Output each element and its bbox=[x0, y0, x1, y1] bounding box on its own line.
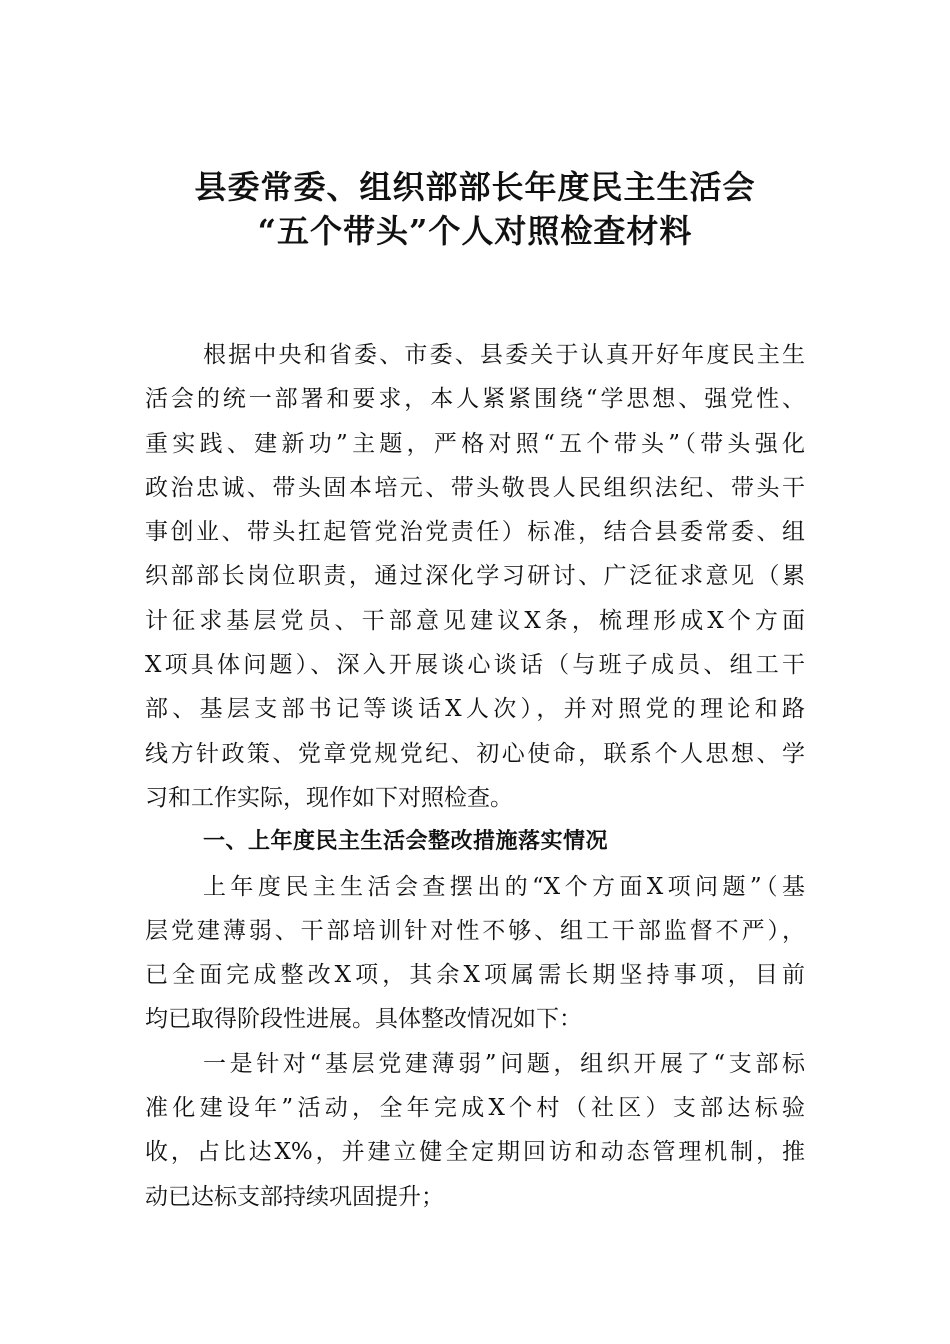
paragraph bbox=[145, 865, 805, 1042]
paragraph-line: 准化建设年”活动，全年完成X个村（社区）支部达标验 bbox=[145, 1095, 805, 1122]
paragraph-line: 政治忠诚、带头固本培元、带头敬畏人民组织法纪、带头干 bbox=[145, 474, 805, 501]
paragraph-line: 根据中央和省委、市委、县委关于认真开好年度民主生 bbox=[203, 342, 805, 368]
paragraph-line: 上年度民主生活会查摆出的“X个方面X项问题”（基 bbox=[203, 873, 805, 900]
paragraph-line: 线方针政策、党章党规党纪、初心使命，联系个人思想、学 bbox=[145, 740, 805, 767]
paragraph-line: 收，占比达X%，并建立健全定期回访和动态管理机制，推 bbox=[145, 1139, 805, 1166]
paragraph bbox=[145, 1042, 805, 1219]
paragraph-line: 事创业、带头扛起管党治党责任）标准，结合县委常委、组 bbox=[145, 519, 805, 546]
paragraph bbox=[145, 333, 805, 820]
section-heading bbox=[145, 820, 805, 864]
paragraph-line: 均已取得阶段性进展。具体整改情况如下： bbox=[145, 1006, 582, 1033]
document-body bbox=[145, 333, 805, 1219]
paragraph-line: 织部部长岗位职责，通过深化学习研讨、广泛征求意见（累 bbox=[145, 563, 805, 590]
paragraph-line: 活会的统一部署和要求，本人紧紧围绕“学思想、强党性、 bbox=[145, 386, 805, 413]
paragraph-line: 重实践、建新功”主题，严格对照“五个带头”（带头强化 bbox=[145, 430, 805, 457]
paragraph-line: X项具体问题）、深入开展谈心谈话（与班子成员、组工干 bbox=[145, 652, 805, 679]
document-title-line-2: “五个带头”个人对照检查材料 bbox=[257, 212, 693, 250]
paragraph-line: 已全面完成整改X项，其余X项属需长期坚持事项，目前 bbox=[145, 962, 805, 989]
paragraph-line: 层党建薄弱、干部培训针对性不够、组工干部监督不严）， bbox=[145, 917, 805, 944]
paragraph-line: 计征求基层党员、干部意见建议X条，梳理形成X个方面 bbox=[145, 607, 805, 634]
heading-text: 一、上年度民主生活会整改措施落实情况 bbox=[203, 829, 609, 855]
paragraph-line: 动已达标支部持续巩固提升； bbox=[145, 1183, 444, 1210]
paragraph-line: 习和工作实际，现作如下对照检查。 bbox=[145, 784, 513, 811]
paragraph-line: 部、基层支部书记等谈话X人次），并对照党的理论和路 bbox=[145, 696, 805, 723]
paragraph-line: 一是针对“基层党建薄弱”问题，组织开展了“支部标 bbox=[203, 1050, 805, 1077]
document-title-line-1: 县委常委、组织部部长年度民主生活会 bbox=[194, 168, 756, 206]
